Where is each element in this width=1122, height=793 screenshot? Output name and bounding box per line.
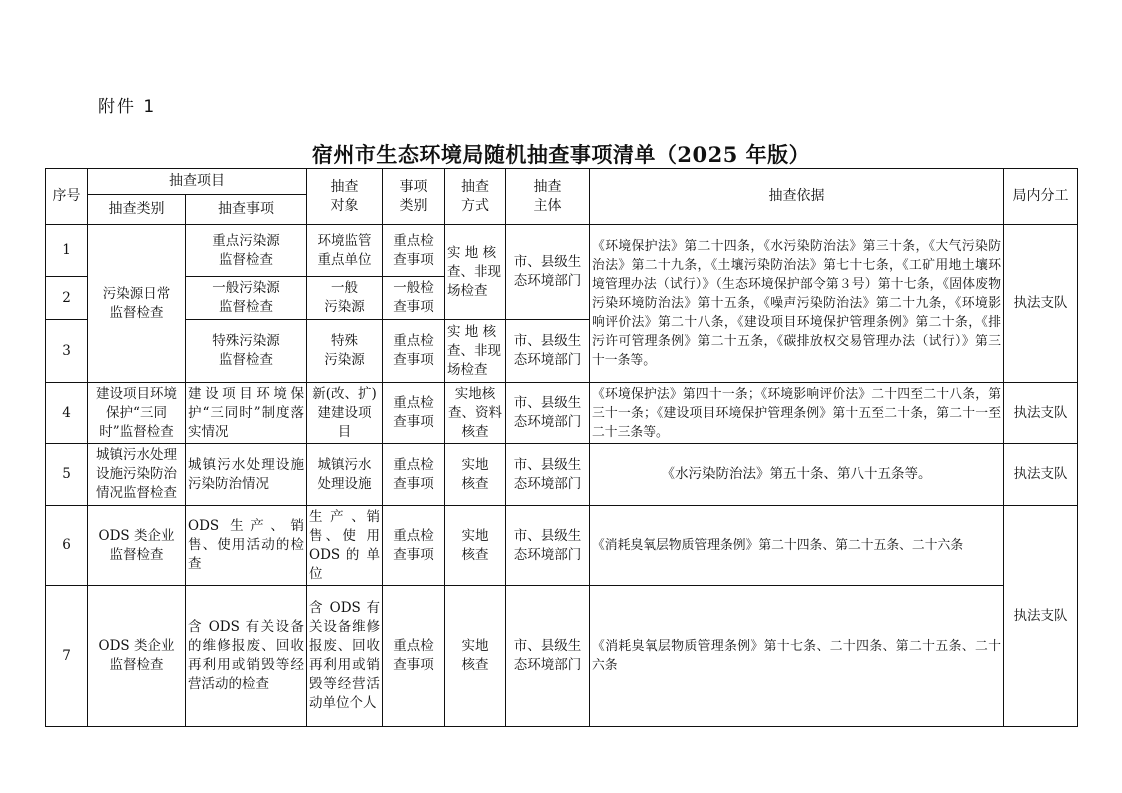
row-subject: 市、县级生 态环境部门	[506, 444, 590, 506]
row-basis: 《消耗臭氧层物质管理条例》第十七条、二十四条、第二十五条、二十六条	[590, 586, 1004, 727]
table-row	[46, 225, 1078, 277]
row-method: 实地 核查	[445, 586, 506, 727]
row-subject: 市、县级生 态环境部门	[506, 320, 590, 383]
row-no: 4	[46, 383, 88, 444]
inspection-table	[45, 168, 1078, 727]
header-category: 抽查类别	[88, 195, 186, 225]
row-object: 生 产 、销售、使 用 ODS 的 单位	[307, 506, 383, 586]
row-basis: 《环境保护法》第四十一条；《环境影响评价法》二十四至二十八条，第三十一条；《建设项目环境保护管理条例》第十五至二十条，第二十一至二十三条等。	[590, 383, 1004, 444]
row-item: 一般污染源 监督检查	[186, 277, 307, 320]
row-method: 实 地 核 查、非现 场检查	[445, 320, 506, 383]
row-method: 实 地 核 查、非现 场检查	[445, 225, 506, 320]
page-title: 宿州市生态环境局随机抽查事项清单（2025 年版）	[311, 142, 811, 167]
row-no: 3	[46, 320, 88, 383]
row-no: 5	[46, 444, 88, 506]
table-row	[46, 506, 1078, 586]
table-row	[46, 444, 1078, 506]
row-type: 一般检 查事项	[383, 277, 445, 320]
row-type: 重点检 查事项	[383, 444, 445, 506]
row-object: 一般 污染源	[307, 277, 383, 320]
row-division: 执法支队	[1004, 444, 1078, 506]
row-method: 实地 核查	[445, 444, 506, 506]
row-basis: 《消耗臭氧层物质管理条例》第二十四条、第二十五条、二十六条	[590, 506, 1004, 586]
row-subject: 市、县级生 态环境部门	[506, 506, 590, 586]
row-object: 特殊 污染源	[307, 320, 383, 383]
row-type: 重点检 查事项	[383, 383, 445, 444]
row-no: 1	[46, 225, 88, 277]
row-category: ODS 类企业 监督检查	[88, 586, 186, 727]
row-type: 重点检 查事项	[383, 506, 445, 586]
row-item: 重点污染源 监督检查	[186, 225, 307, 277]
row-object: 城镇污水 处理设施	[307, 444, 383, 506]
header-item: 抽查事项	[186, 195, 307, 225]
header-subject: 抽查 主体	[506, 169, 590, 225]
table-row	[46, 586, 1078, 727]
row-subject: 市、县级生 态环境部门	[506, 586, 590, 727]
header-basis: 抽查依据	[590, 169, 1004, 225]
row-subject: 市、县级生 态环境部门	[506, 383, 590, 444]
table-row	[46, 383, 1078, 444]
row-method: 实地 核查	[445, 506, 506, 586]
row-category: 污染源日常 监督检查	[88, 225, 186, 383]
header-row	[46, 169, 1078, 195]
row-no: 6	[46, 506, 88, 586]
row-type: 重点检 查事项	[383, 586, 445, 727]
row-category: 建设项目环境 保护“三同 时”监督检查	[88, 383, 186, 444]
row-object: 新(改、扩) 建建设项 目	[307, 383, 383, 444]
row-method: 实地核 查、资料 核查	[445, 383, 506, 444]
header-no: 序号	[46, 169, 88, 225]
row-division: 执法支队	[1004, 383, 1078, 444]
row-type: 重点检 查事项	[383, 320, 445, 383]
row-type: 重点检 查事项	[383, 225, 445, 277]
header-project: 抽查项目	[88, 169, 307, 195]
row-item: 特殊污染源 监督检查	[186, 320, 307, 383]
attachment-label: 附件 1	[98, 97, 157, 117]
row-item: ODS 生产、销售、使用活动的检查	[186, 506, 307, 586]
row-basis: 《水污染防治法》第五十条、第八十五条等。	[590, 444, 1004, 506]
row-item: 建设项目环境保护“三同时”制度落实情况	[186, 383, 307, 444]
row-item: 城镇污水处理设施污染防治情况	[186, 444, 307, 506]
row-division: 执法支队	[1004, 506, 1078, 727]
header-division: 局内分工	[1004, 169, 1078, 225]
row-category: ODS 类企业 监督检查	[88, 506, 186, 586]
row-category: 城镇污水处理 设施污染防治 情况监督检查	[88, 444, 186, 506]
header-type: 事项 类别	[383, 169, 445, 225]
header-object: 抽查 对象	[307, 169, 383, 225]
row-item: 含 ODS 有关设备的维修报废、回收再利用或销毁等经营活动的检查	[186, 586, 307, 727]
row-subject: 市、县级生 态环境部门	[506, 225, 590, 320]
row-object: 含 ODS 有关设备维修报废、回收再利用或销毁等经营活动单位个人	[307, 586, 383, 727]
row-object: 环境监管 重点单位	[307, 225, 383, 277]
row-no: 7	[46, 586, 88, 727]
header-method: 抽查 方式	[445, 169, 506, 225]
row-no: 2	[46, 277, 88, 320]
row-division: 执法支队	[1004, 225, 1078, 383]
row-basis: 《环境保护法》第二十四条，《水污染防治法》第三十条，《大气污染防治法》第二十九条，《土壤污染防治法》第七十七条，《工矿用地土壤环境管理办法（试行）》（生态环境保护部令第３号）第十七条，《固体废物污染环境防治法》第十五条，《噪声污染防治法》第二十九条，《环境影响评价法》第二十八条，《建设项目环境保护管理条例》第二十条，《排污许可管理条例》第二十五条，《碳排放权交易管理办法（试行）》第三十一条等。	[590, 225, 1004, 383]
